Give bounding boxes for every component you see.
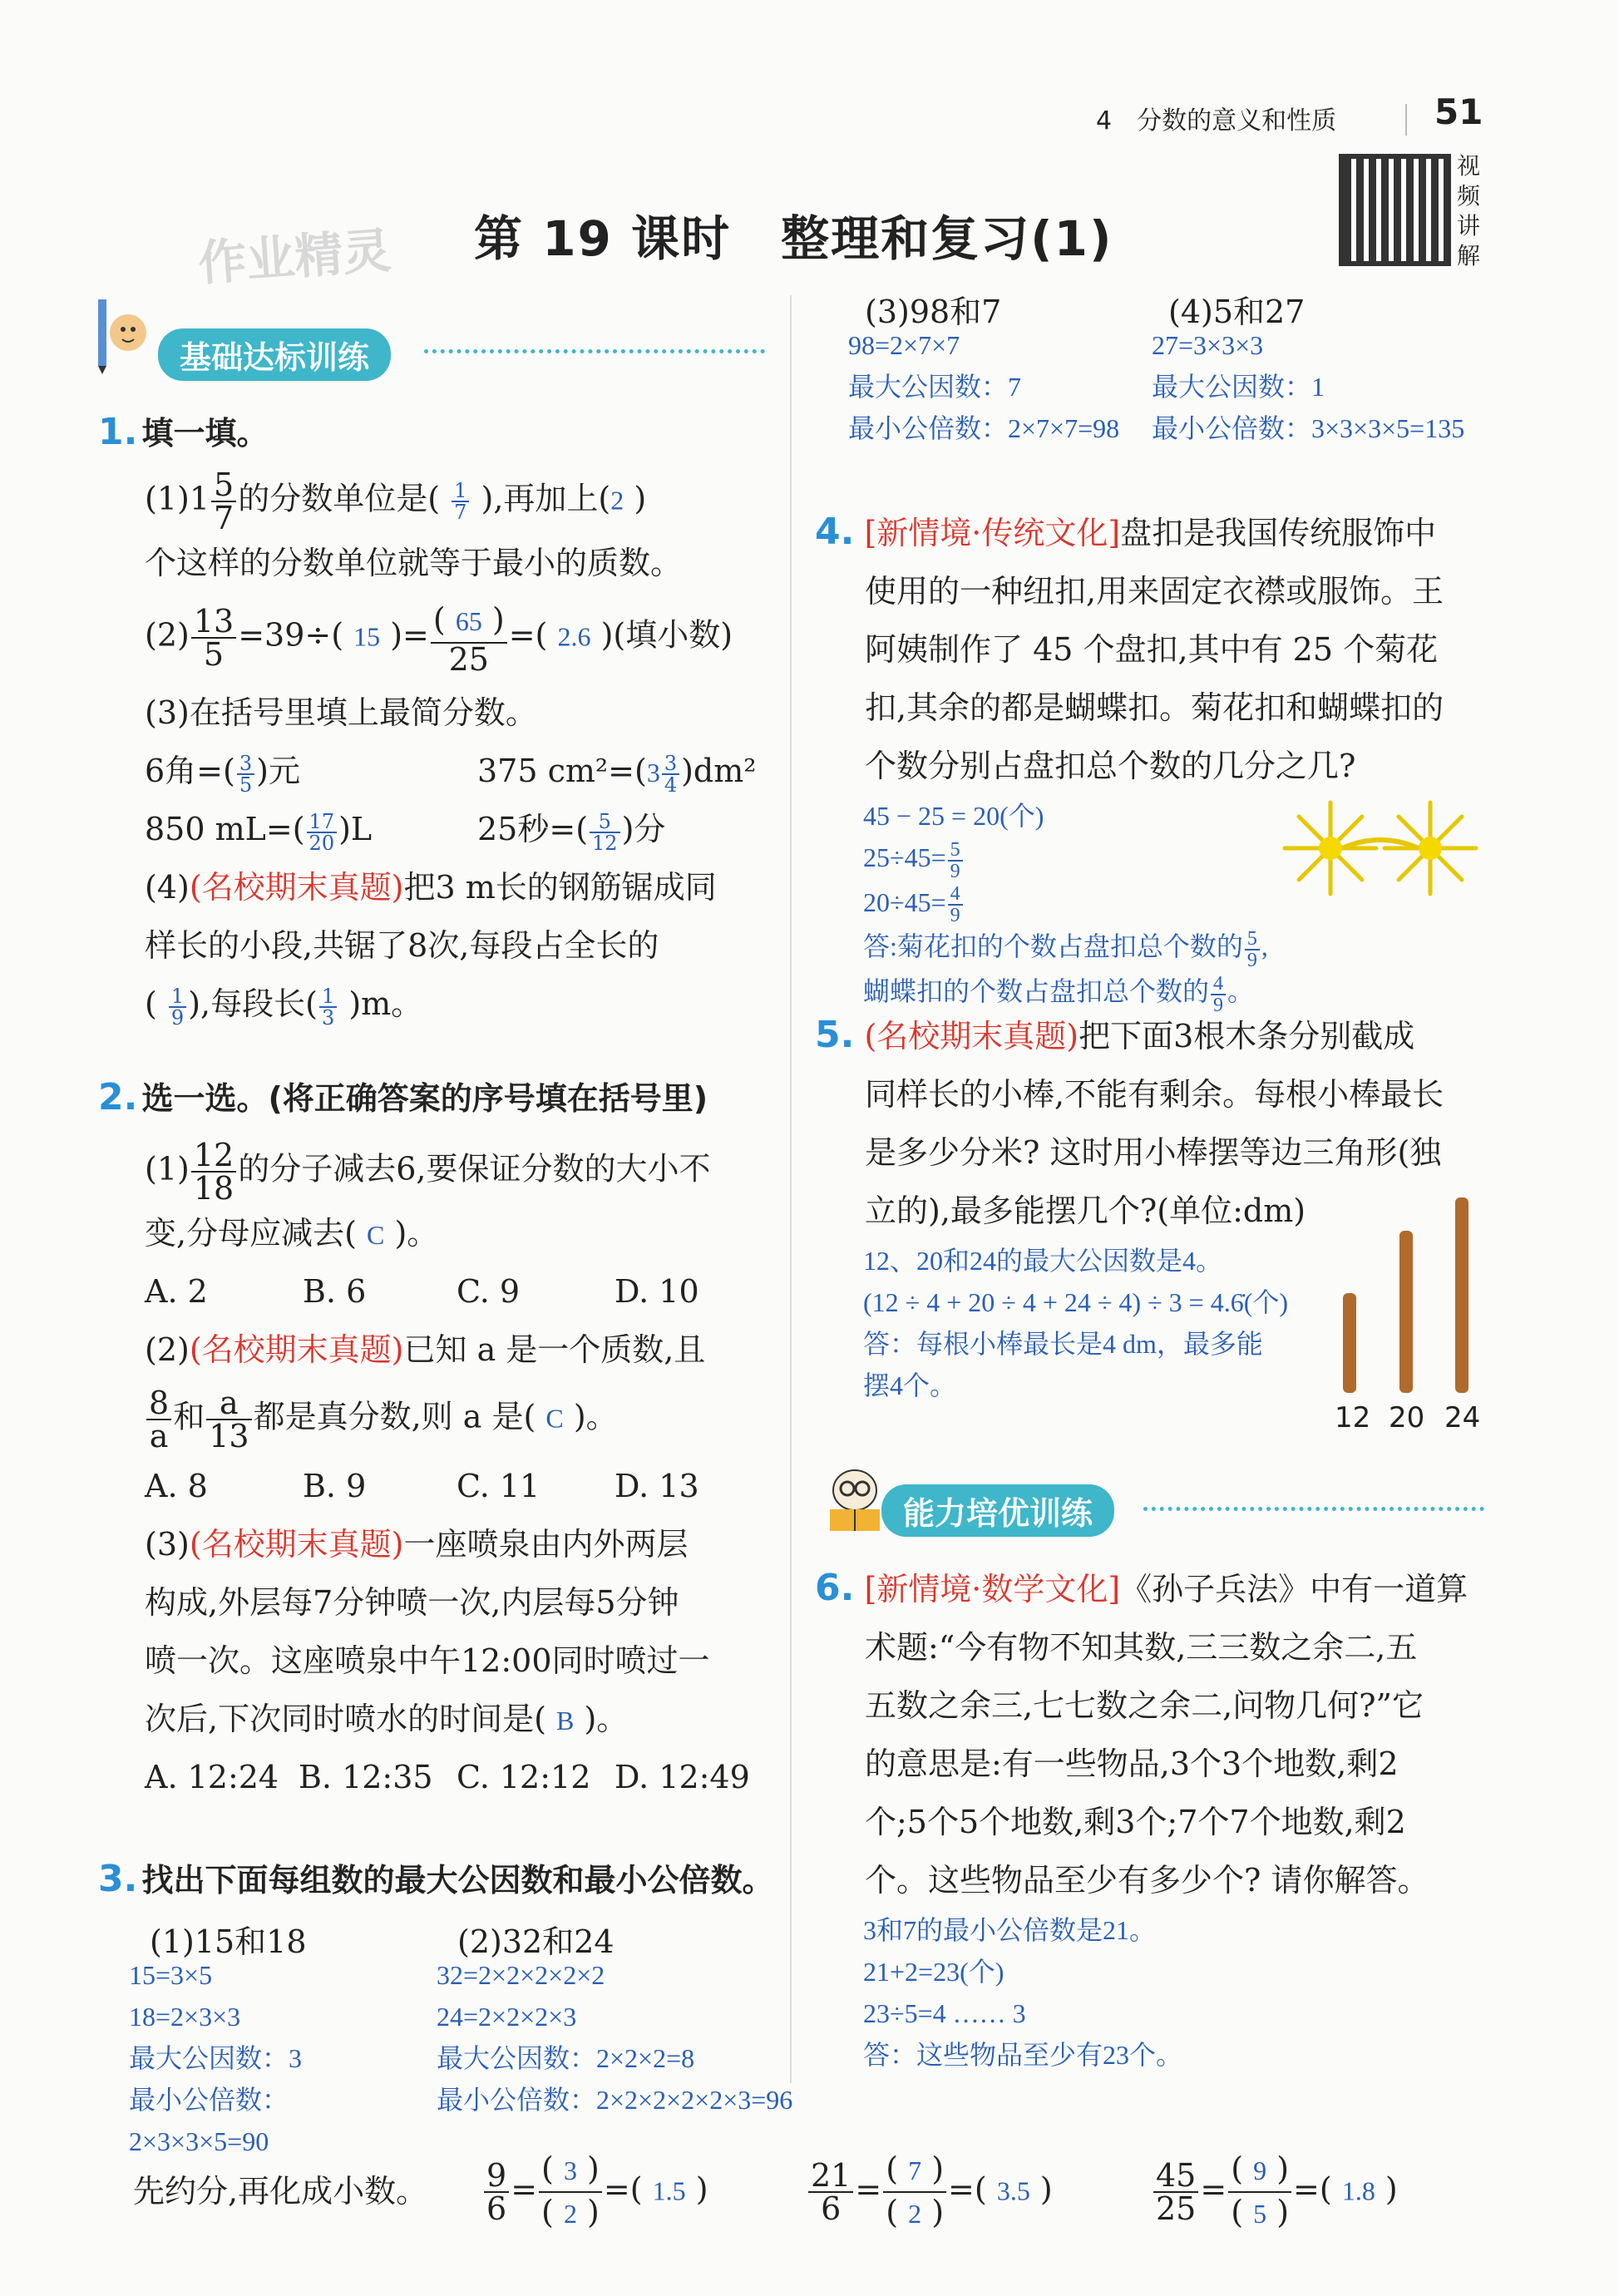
page-title: 第 19 课时 整理和复习(1) [474,210,1113,267]
stick-label-20: 20 [1389,1401,1425,1434]
wood-stick-12 [1343,1293,1356,1393]
q3-group2-answer: 32=2×2×2×2×2 24=2×2×2×3 最大公因数：2×2×2=8 最小公倍数：2×2×2×2×2×3=96 [437,1960,793,2115]
footer-lead: 先约分,再化成小数。 [133,2173,428,2210]
section-advanced-banner: 能力培优训练 [881,1484,1114,1537]
q3-group3-answer: 98=2×7×7 最大公因数：7 最小公倍数：2×7×7=98 [848,330,1120,443]
stick-label-24: 24 [1444,1401,1481,1434]
q1: 1. 填一填。 (1)1 $\frac{5}{7}$ 的分数单位是( $\frac{1}{7}$ ),再加上(2 ) 个这样的分数单位就等于最小的质数。 (2) $\frac{13}{5}$ =39÷( 15 )= $\frac{( 65 )}{25}$ =( 2.6 )(填小数) (3)在括号里填上最简分数。 6角=( $\frac{3}{5}$ )元 375 cm²=(3 $\frac{3}{4}$ )dm² 850 mL=( $\frac{17}{20}$ )L 25秒=( $\frac{5}{12}$ )分 (4)(名校期末真题)把3 m长的钢筋锯成同 样长的小段,共锯了8次,每段占全长的 ( $\frac{1}{9}$ ),每段长( $\frac{1}{3}$ )m。 [98,411,757,1029]
footer-fraction-1: $\frac{9}{6}$ = $\frac{( 3 )}{( 2 )}$ =( 1.5 ) [482,2150,708,2234]
section-advanced-dots [1143,1507,1484,1511]
stick-label-12: 12 [1335,1401,1371,1434]
q2: 2. 选一选。(将正确答案的序号填在括号里) (1) $\frac{12}{18}$ 的分子减去6,要保证分数的大小不 变,分母应减去( C )。 A. 2 B. 6 C. 9 D. 10 (2)(名校期末真题)已知 a 是一个质数,且 $\frac{8}{a}$ 和 $\frac{a}{13}$ 都是真分数,则 a 是( C )。 A. 8 B. 9 C. 11 D. 13 (3)(名校期末真题)一座喷泉由内外两层 构成,外层每7分钟喷一次,内层每5分钟 喷一次。这座喷泉中午12:00同时喷过一 次后,下次同时喷水的时间是( B )。 A. 12:24 B. 12:35 C. 12:12 D. 12:49 [98,1076,750,1795]
video-label: 视 频 讲 解 [1457,152,1481,269]
q5: 5. (名校期末真题)把下面3根木条分别截成 同样长的小棒,不能有剩余。每根小棒最长 是多少分米? 这时用小棒摆等边三角形(独 立的),最多能摆几个?(单位:dm) 12、20和24的最大公因数是4。 (12 ÷ 4 + 20 ÷ 4 + 24 ÷ 4) ÷ 3 = 4.6̇(个) 答：每根小棒最长是4 dm，最多能 摆4个。 [815,1014,1444,1400]
reading-mascot-icon [822,1464,888,1538]
wood-stick-20 [1399,1231,1413,1393]
page-number: 51 [1434,91,1483,132]
wood-stick-24 [1455,1197,1468,1393]
header-divider [1405,104,1407,136]
q3-group4-answer: 27=3×3×3 最大公因数：1 最小公倍数：3×3×3×5=135 [1152,330,1465,443]
section-basic-dots [424,349,765,353]
q3-group4-title: (4)5和27 [1168,294,1306,330]
q3-group1-answer: 15=3×5 18=2×3×3 最大公因数：3 最小公倍数： 2×3×3×5=90 [129,1960,303,2156]
watermark: 作业精灵 [196,221,393,292]
q3-group1-title: (1)15和18 [150,1923,307,1960]
qr-code-icon[interactable] [1339,154,1451,266]
q6: 6. [新情境·数学文化]《孙子兵法》中有一道算 术题:“今有物不知其数,三三数之余二,五 五数之余三,七七数之余二,问物几何?”它 的意思是:有一些物品,3个3个地数,剩2 个;5个5个地数,剩3个;7个7个地数,剩2 个。这些物品至少有多少个? 请你解答。 3和7的最小公倍数是21。 21+2=23(个) 23÷5=4 …… 3 答：这些物品至少有23个。 [815,1567,1468,2070]
chapter-label: 4 分数的意义和性质 [1096,106,1337,136]
q3-heading: 3. 找出下面每组数的最大公因数和最小公倍数。 [98,1858,774,1900]
answer-fraction: $\frac{1}{7}$ [452,481,469,522]
footer-fraction-3: $\frac{45}{25}$ = $\frac{( 9 )}{( 5 )}$ =( 1.8 ) [1152,2150,1398,2234]
q4: 4. [新情境·传统文化]盘扣是我国传统服饰中 使用的一种纽扣,用来固定衣襟或服饰。王 阿姨制作了 45 个盘扣,其中有 25 个菊花 扣,其余的都是蝴蝶扣。菊花扣和蝴蝶扣的 个数分别占盘扣总个数的几分之几? 45 − 25 = 20(个) 25÷45= $\frac{5}{9}$ 20÷45= $\frac{4}{9}$ 答:菊花扣的个数占盘扣总个数的 $\frac{5}{9}$ , 蝴蝶扣的个数占盘扣总个数的 $\frac{4}{9}$ 。 [815,511,1444,1016]
fraction: $\frac{5}{7}$ [211,469,236,534]
q3-group3-title: (3)98和7 [865,294,1002,330]
footer-fraction-2: $\frac{21}{6}$ = $\frac{( 7 )}{( 2 )}$ =( 3.5 ) [807,2150,1053,2234]
column-divider [790,295,792,2083]
pencil-mascot-icon [91,291,150,366]
section-basic-banner: 基础达标训练 [158,328,391,381]
answer: 2 [610,485,624,516]
chrysanthemum-button-icon [1281,798,1480,901]
q3-group2-title: (2)32和24 [457,1923,615,1960]
